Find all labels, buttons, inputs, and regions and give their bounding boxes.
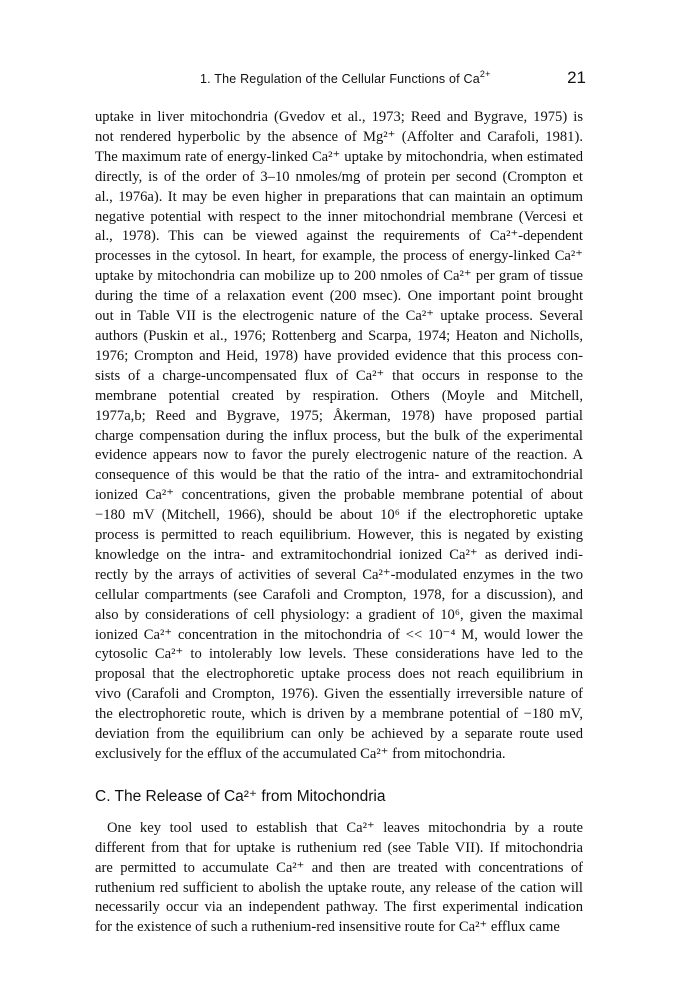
text-line: necessarily occur via an independent pathway. The first experimental indication — [95, 899, 583, 916]
section-heading: C. The Release of Ca²⁺ from Mitochondria — [95, 787, 386, 805]
text-line: uptake in liver mitochondria (Gvedov et al., 1973; Reed and Bygrave, 1975) is — [95, 109, 583, 125]
text-line: directly, is of the order of 3–10 nmoles/mg of protein per second (Crompton et — [95, 168, 583, 185]
text-line: vivo (Carafoli and Crompton, 1976). Given the essentially irreversible nature of — [95, 686, 583, 703]
text-line: also by considerations of cell physiology: a gradient of 10⁶, given the maximal — [95, 606, 583, 623]
running-head-title: 1. The Regulation of the Cellular Functions of $Ca^{2+}$ — [200, 69, 491, 86]
text-line: cytosolic Ca²⁺ to intolerably low levels. These considerations have led to the — [95, 646, 583, 663]
text-line: during the time of a relaxation event (200 msec). One important point brought — [95, 288, 583, 305]
text-line: The maximum rate of energy-linked Ca²⁺ uptake by mitochondria, when estimated — [95, 148, 583, 165]
text-line: uptake by mitochondria can mobilize up to 200 nmoles of Ca²⁺ per gram of tissue — [95, 268, 583, 285]
text-line: 1977a,b; Reed and Bygrave, 1975; Åkerman, 1978) have proposed partial — [95, 407, 583, 424]
text-line: evidence appears now to favor the purely electrogenic nature of the reaction. A — [95, 447, 583, 464]
text-line: −180 mV (Mitchell, 1966), should be about 10⁶ if the electrophoretic uptake — [95, 507, 583, 524]
page-number: 21 — [567, 68, 586, 87]
text-line: charge compensation during the influx process, but the bulk of the experimental — [95, 427, 583, 444]
text-line: rectly by the arrays of activities of several Ca²⁺-modulated enzymes in the two — [95, 566, 583, 583]
text-line: exclusively for the efflux of the accumulated Ca²⁺ from mitochondria. — [95, 746, 506, 762]
text-line: out in Table VII is the electrogenic nature of the Ca²⁺ uptake process. Several — [95, 308, 583, 325]
running-head — [96, 68, 586, 90]
text-line: negative potential with respect to the inner mitochondrial membrane (Vercesi et — [95, 208, 583, 225]
text-line: al., 1978). This can be viewed against the requirements of Ca²⁺-dependent — [95, 228, 583, 245]
text-line: cellular compartments (see Carafoli and Crompton, 1978, for a discussion), and — [95, 586, 583, 603]
text-line: process is permitted to reach equilibrium. However, this is negated by existing — [95, 527, 583, 544]
text-line: sists of a charge-uncompensated flux of Ca²⁺ that occurs in response to the — [95, 367, 583, 384]
text-line: proposal that the electrophoretic uptake process does not reach equilibrium in — [95, 666, 583, 683]
text-line: authors (Puskin et al., 1976; Rottenberg and Scarpa, 1974; Heaton and Nicholls, — [95, 327, 583, 344]
text-line: deviation from the equilibrium can only be achieved by a separate route used — [95, 726, 583, 743]
text-line: are permitted to accumulate Ca²⁺ and then are treated with concentrations of — [95, 859, 583, 876]
text-line: consequence of this would be that the ratio of the intra- and extramitochondrial — [95, 467, 583, 484]
paragraph-2 — [95, 819, 583, 938]
paragraph-1 — [95, 108, 583, 765]
running-head-title-superscript: 2+ — [479, 69, 491, 79]
text-line: the electrophoretic route, which is driven by a membrane potential of −180 mV, — [95, 706, 583, 723]
text-line: not rendered hyperbolic by the absence of Mg²⁺ (Affolter and Carafoli, 1981). — [95, 128, 583, 145]
text-line: membrane potential created by respiration. Others (Moyle and Mitchell, — [95, 387, 583, 404]
text-line: knowledge on the intra- and extramitochondrial ionized Ca²⁺ as derived indi- — [95, 546, 583, 563]
text-line: ionized Ca²⁺ concentration in the mitochondria of << 10⁻⁴ M, would lower the — [95, 626, 583, 643]
text-line: One key tool used to establish that Ca²⁺ leaves mitochondria by a route — [107, 819, 583, 836]
text-line: different from that for uptake is ruthenium red (see Table VII). If mitochondria — [95, 839, 583, 856]
text-line: ionized Ca²⁺ concentrations, given the probable membrane potential of about — [95, 487, 583, 504]
text-line: ruthenium red sufficient to abolish the uptake route, any release of the cation will — [95, 879, 583, 896]
text-line: processes in the cytosol. In heart, for example, the process of energy-linked Ca²⁺ — [95, 248, 583, 265]
text-line: al., 1976a). It may be even higher in preparations that can maintain an optimum — [95, 188, 583, 205]
body-text — [95, 108, 583, 938]
text-line: for the existence of such a ruthenium-red insensitive route for Ca²⁺ efflux came — [95, 919, 560, 936]
text-line: 1976; Crompton and Heid, 1978) have provided evidence that this process con- — [95, 347, 583, 364]
